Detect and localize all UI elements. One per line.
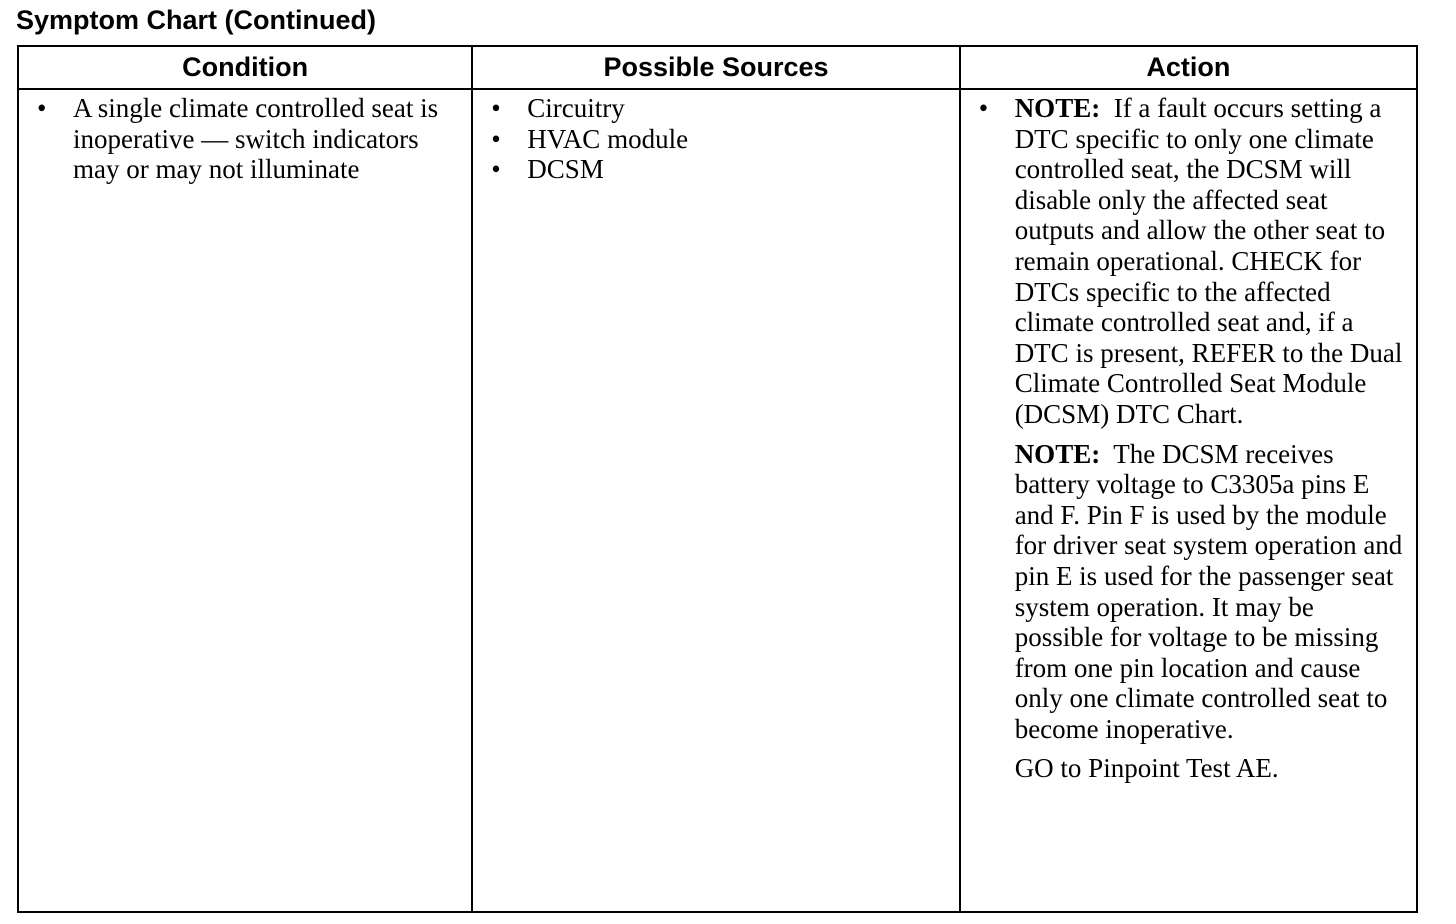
header-row: [18, 46, 1417, 89]
header-action: Action: [960, 46, 1417, 89]
cell-action: [960, 89, 1417, 912]
bullet-icon: •: [491, 93, 501, 123]
header-possible-sources: Possible Sources: [472, 46, 959, 89]
list-item: [969, 93, 1408, 784]
table-row: [18, 89, 1417, 912]
source-text: HVAC module: [527, 123, 689, 154]
note-label: NOTE:: [1014, 93, 1101, 123]
list-item: [481, 154, 950, 185]
action-goto: GO to Pinpoint Test AE.: [1014, 753, 1279, 784]
list-item: [481, 93, 950, 124]
bullet-icon: •: [37, 93, 47, 123]
action-list: [969, 93, 1408, 784]
bullet-icon: •: [491, 123, 501, 154]
condition-text: A single climate controlled seat is inoperative — switch indicators may or may not illuminate: [73, 93, 439, 185]
cell-condition: [18, 89, 472, 912]
action-note-1: [1015, 93, 1408, 430]
source-text: Circuitry: [527, 93, 625, 123]
note-text: The DCSM receives battery voltage to C3305a pins E and F. Pin F is used by the module for driver seat system operation and pin E is used for the passenger seat system operation. It may be possible for voltage to be missing from one pin location and cause only one climate controlled seat to become inoperative.: [1014, 438, 1403, 744]
source-text: DCSM: [527, 154, 604, 185]
note-text: If a fault occurs setting a DTC specific to only one climate controlled seat, the DCSM will disable only the affected seat outputs and allow the other seat to remain operational. CHECK for DTCs specific to the affected climate controlled seat and, if a DTC is present, REFER to the Dual Climate Controlled Seat Module (DCSM) DTC Chart.: [1014, 93, 1403, 429]
header-condition: Condition: [18, 46, 472, 89]
sources-list: [481, 93, 950, 185]
condition-list: [27, 93, 463, 185]
action-note-2: [1015, 439, 1408, 745]
bullet-icon: •: [491, 154, 501, 185]
note-label: NOTE:: [1014, 438, 1101, 469]
list-item: [27, 93, 463, 185]
cell-possible-sources: [472, 89, 959, 912]
table-body: [18, 89, 1417, 912]
list-item: [481, 124, 950, 155]
table-header: [18, 46, 1417, 89]
bullet-icon: •: [978, 93, 989, 123]
page-title: Symptom Chart (Continued): [16, 5, 376, 35]
symptom-chart-table: [17, 45, 1418, 913]
